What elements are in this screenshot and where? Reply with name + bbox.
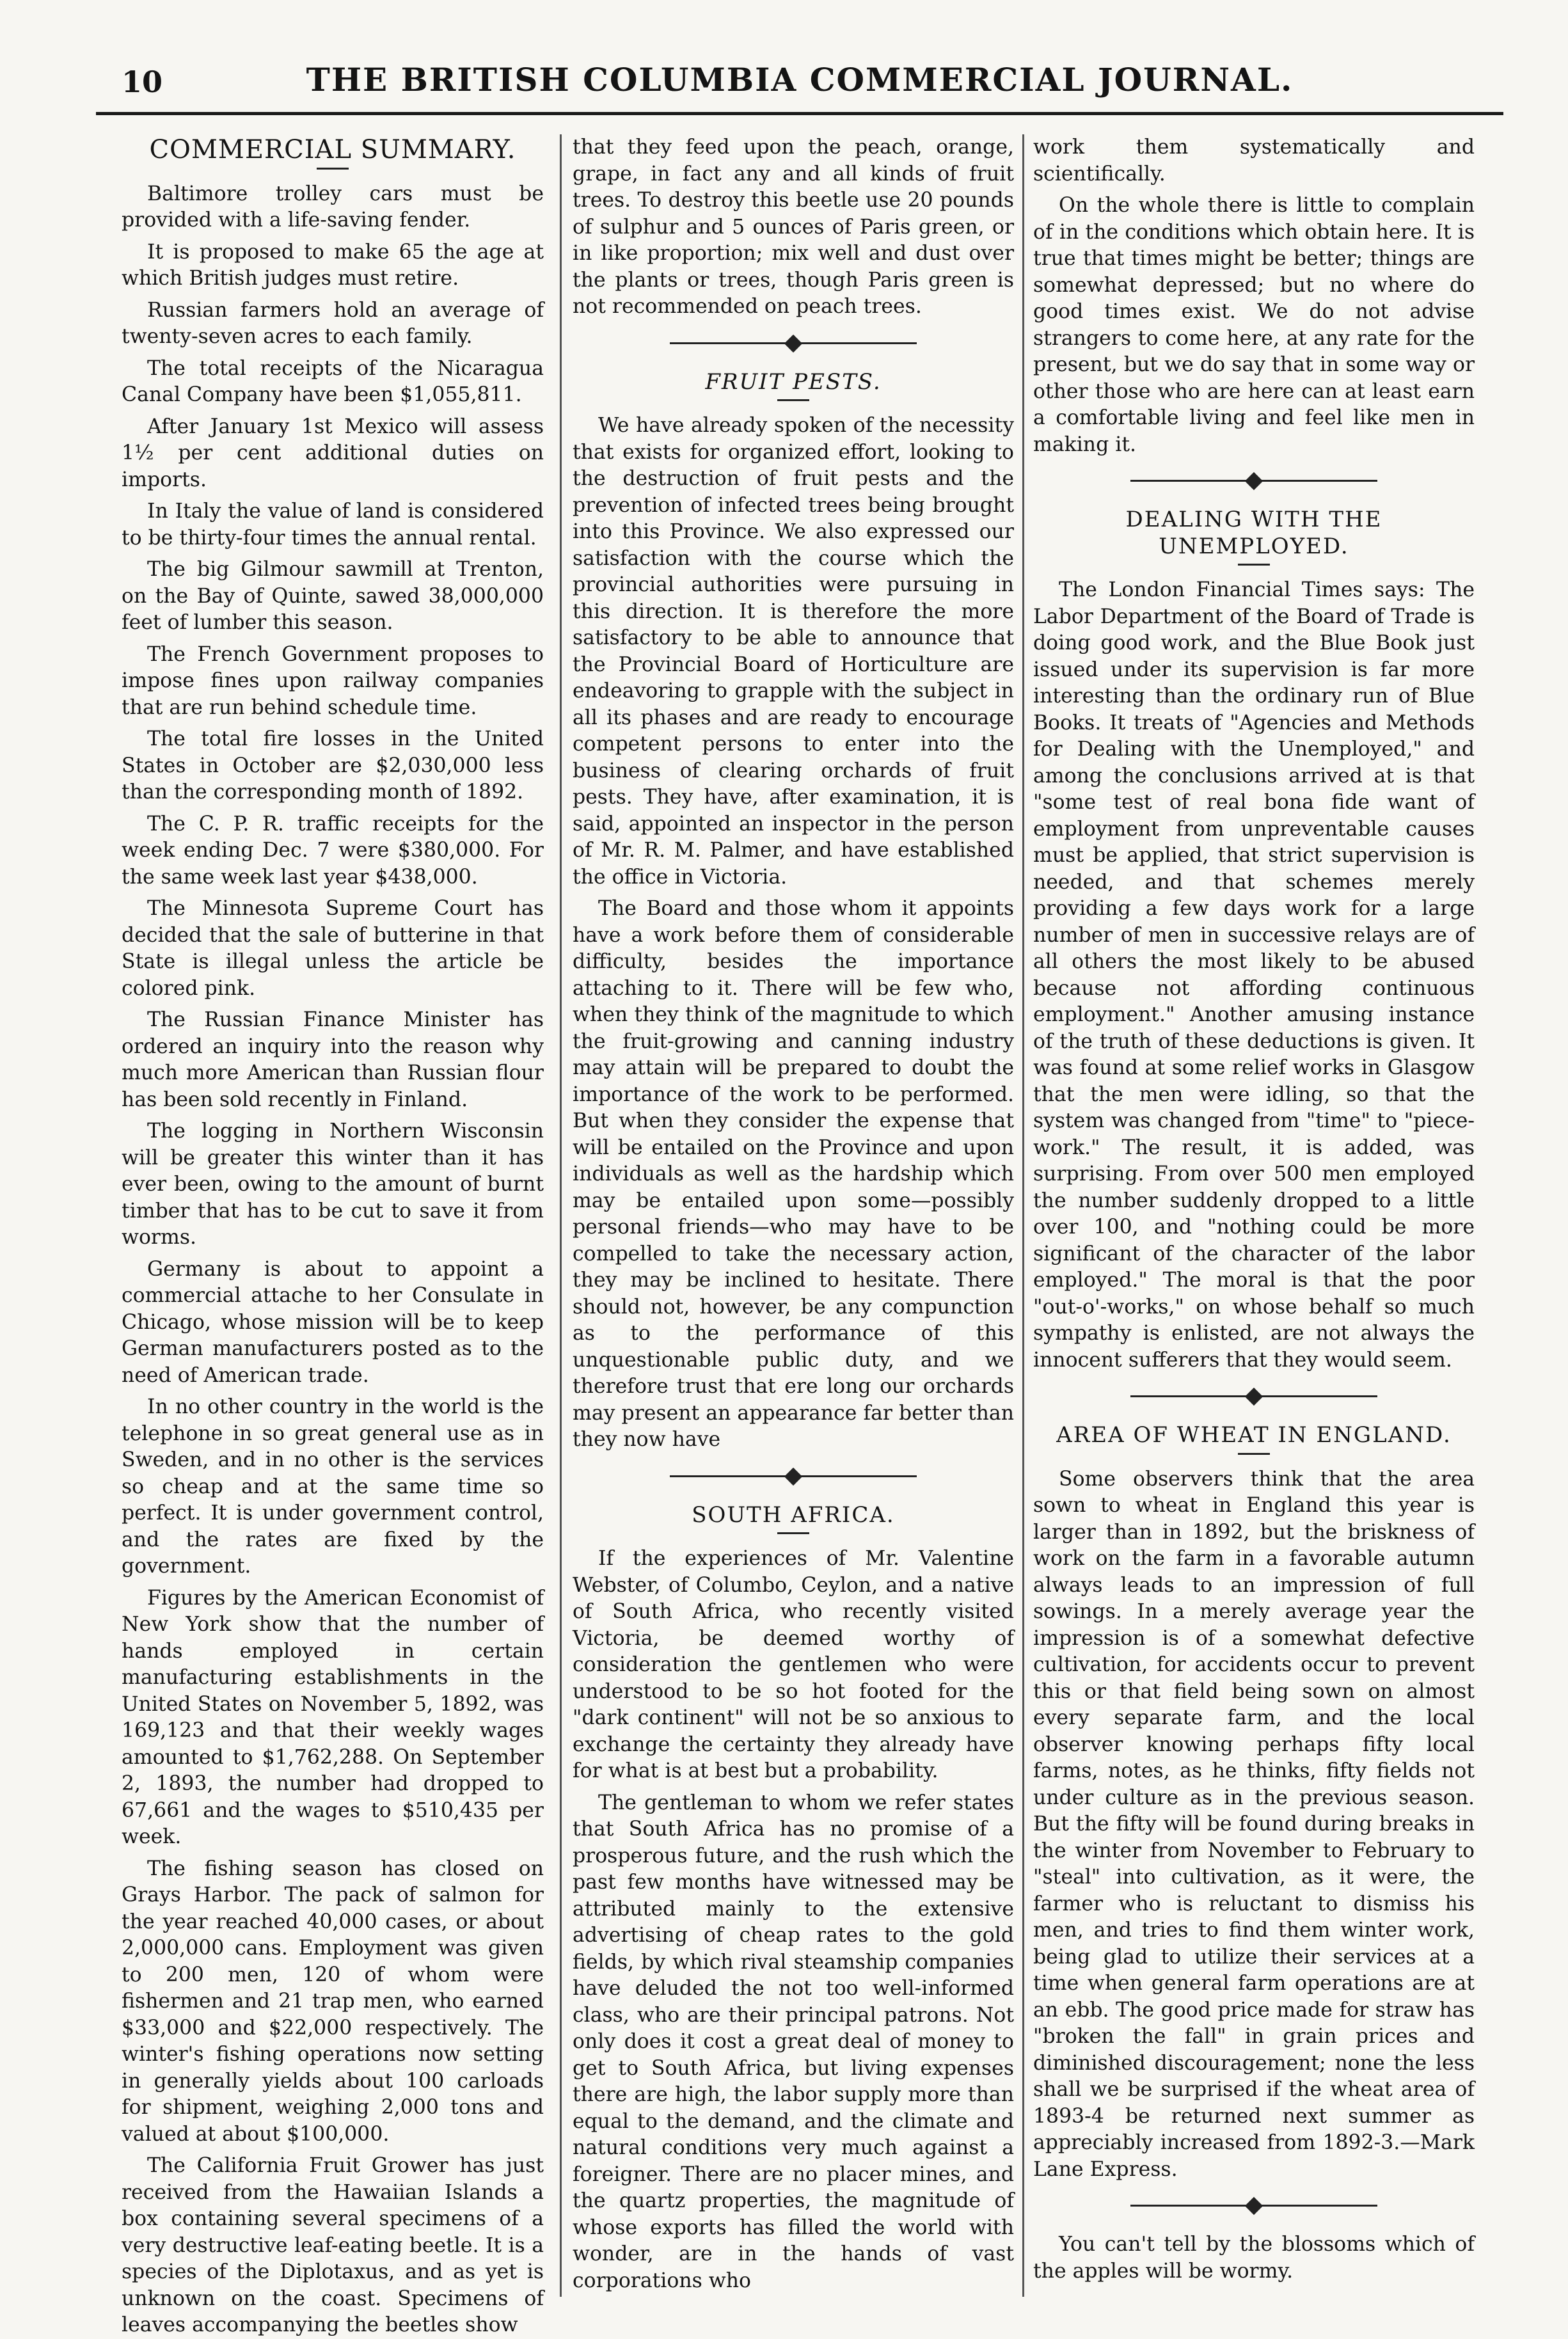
article-paragraph: Some observers think that the area sown to wheat in England this year is larger than in 1892, but the briskness of work on the farm in a favorable autumn always leads to an impression of full sowings. In a merely average year the impression is of a somewhat defective cultivation, for accidents occur to prevent this or that field being sown on almost every separate farm, and the local observer knowing perhaps fifty local farms, notes, as he thinks, fifty fields not under culture as in the previous season. But the fifty will be found during breaks in the winter from November to February to "steal" into cultivation, as it were, the farmer who is reluctant to dismiss his men, and tries to find them winter work, being glad to utilize their services at a time when general farm operations are at an ebb. The good price made for straw has "broken the fall" in grain prices and diminished discouragement; none the less shall we be surprised if the wheat area of 1893-4 be returned next summer as appreciably increased from 1892-3.—Mark Lane Express.	[1033, 1467, 1475, 2181]
column-rule-right	[1022, 134, 1024, 2297]
summary-item: Figures by the American Economist of New York show that the number of hands employed in certain manufacturing establishments in the United States on November 5, 1892, was 169,123 and that their weekly wages amounted to $1,762,288. On September 2, 1893, the number had dropped to 67,661 and the wages to $510,435 per week.	[122, 1586, 544, 1848]
page-number: 10	[122, 65, 163, 99]
heading-dash	[317, 168, 349, 170]
summary-item: The big Gilmour sawmill at Trenton, on the Bay of Quinte, sawed 38,000,000 feet of lumber this season.	[122, 558, 544, 634]
summary-item: The Minnesota Supreme Court has decided that the sale of butterine in that State is illegal unless the article be colored pink.	[122, 897, 544, 1000]
summary-item: After January 1st Mexico will assess 1½ per cent additional duties on imports.	[122, 415, 544, 491]
continuation-paragraph: On the whole there is little to complain of in the conditions which obtain here. It is true that times might be better; things are somewhat depressed; but no where do good times exist. We do not advise strangers to come here, at any rate for the present, but we do say that in some way or other those who are here can at least earn a comfortable living and feel like men in making it.	[1033, 194, 1475, 456]
summary-item: Baltimore trolley cars must be provided with a life-saving fender.	[122, 182, 544, 232]
summary-item: The French Government proposes to impose fines upon railway companies that are run behind schedule time.	[122, 642, 544, 719]
page-header	[96, 61, 1503, 115]
summary-item: The total receipts of the Nicaragua Canal Company have been $1,055,811.	[122, 356, 544, 406]
article-paragraph: If the experiences of Mr. Valentine Webster, of Columbo, Ceylon, and a native of South Africa, who recently visited Victoria, be deemed worthy of consideration the gentlemen who were understood to be so hot footed for the "dark continent" will not be so anxious to exchange the certainty they already have for what is at best but a probability.	[573, 1547, 1014, 1782]
commercial-summary-heading: COMMERCIAL SUMMARY.	[149, 135, 516, 164]
section-separator	[1033, 1383, 1475, 1411]
summary-item: The Russian Finance Minister has ordered an inquiry into the reason why much more American than Russian flour has been sold recently in Finland.	[122, 1008, 544, 1111]
wheat-heading: AREA OF WHEAT IN ENGLAND.	[1056, 1422, 1452, 1448]
section-separator	[573, 1463, 1014, 1491]
summary-item: The total fire losses in the United States in October are $2,030,000 less than the corresponding month of 1892.	[122, 727, 544, 804]
article-paragraph: The gentleman to whom we refer states that South Africa has no promise of a prosperous future, and the rush which the past few months have witnessed may be attributed mainly to the extensive advertising of cheap rates to the gold fields, by which rival steamship companies have deluded the not too well-informed class, who are their principal patrons. Not only does it cost a great deal of money to get to South Africa, but living expenses there are high, the labor supply more than equal to the demand, and the climate and natural conditions very much against a foreigner. There are no placer mines, and the quartz properties, the magnitude of whose exports has filled the world with wonder, are in the hands of vast corporations who	[573, 1791, 1014, 2292]
section-separator	[573, 329, 1014, 358]
article-paragraph: The Board and those whom it appoints have a work before them of considerable difficulty, besides the importance attaching to it. There will be few who, when they think of the magnitude to which the fruit-growing and canning industry may attain will be prepared to doubt the importance of the work to be performed. But when they consider the expense that will be entailed on the Province and upon individuals as well as the hardship which may be entailed upon some—possibly personal friends—who may have to be compelled to take the necessary action, they may be inclined to hesitate. There should not, however, be any compunction as to the performance of this unquestionable public duty, and we therefore trust that ere long our orchards may present an appearance far better than they now have	[573, 897, 1014, 1451]
heading-dash	[1238, 564, 1270, 566]
heading-dash	[1238, 1453, 1270, 1455]
summary-item: The logging in Northern Wisconsin will be greater this winter than it has ever been, owing to the amount of burnt timber that has to be cut to save it from worms.	[122, 1120, 544, 1249]
fruit-pests-heading: FRUIT PESTS.	[705, 369, 882, 395]
south-africa-heading: SOUTH AFRICA.	[692, 1502, 895, 1528]
section-separator	[1033, 467, 1475, 495]
section-separator	[1033, 2192, 1475, 2220]
article-paragraph: We have already spoken of the necessity that exists for organized effort, looking to the destruction of fruit pests and the prevention of infected trees being brought into this Province. We also expressed our satisfaction with the course which the provincial authorities were pursuing in this direction. It is therefore the more satisfactory to be able to announce that the Provincial Board of Horticulture are endeavoring to grapple with the subject in all its phases and are ready to encourage competent persons to enter into the business of clearing orchards of fruit pests. They have, after examination, it is said, appointed an inspector in the person of Mr. R. M. Palmer, and have established the office in Victoria.	[573, 414, 1014, 889]
column-middle	[573, 134, 1014, 2303]
summary-item: It is proposed to make 65 the age at which British judges must retire.	[122, 240, 544, 290]
summary-item: In no other country in the world is the telephone in so great general use as in Sweden, and in no other is the services so cheap and at the same time so perfect. It is under government control, and the rates are fixed by the government.	[122, 1395, 544, 1578]
summary-item: The fishing season has closed on Grays Harbor. The pack of salmon for the year reached 40,000 cases, or about 2,000,000 cans. Employment was given to 200 men, 120 of whom were fishermen and 21 trap men, who earned $33,000 and $22,000 respectively. The winter's fishing operations now setting in generally yields about 100 carloads for shipment, weighing 2,000 tons and valued at about $100,000.	[122, 1857, 544, 2146]
unemployed-heading: DEALING WITH THE UNEMPLOYED.	[1125, 507, 1382, 559]
summary-item: The C. P. R. traffic receipts for the week ending Dec. 7 were $380,000. For the same week last year $438,000.	[122, 812, 544, 889]
article-paragraph: The London Financial Times says: The Labor Department of the Board of Trade is doing good work, and the Blue Book just issued under its supervision is far more interesting than the ordinary run of Blue Books. It treats of "Agencies and Methods for Dealing with the Unemployed," and among the conclusions arrived at is that "some test of real bona fide want of employment from unpreventable causes must be applied, that strict supervision is needed, and that schemes merely providing a few days work for a large number of men in successive relays are of all others the most likely to be abused because not affording continuous employment." Another amusing instance of the truth of these deductions is given. It was found at some relief works in Glasgow that the men were idling, so that the system was changed from "time" to "piece-work." The result, it is added, was surprising. From over 500 men employed the number suddenly dropped to a little over 100, and "nothing could be more significant of the character of the labor employed." The moral is that the poor "out-o'-works," on whose behalf so much sympathy is enlisted, are not always the innocent sufferers that they would seem.	[1033, 578, 1475, 1372]
column-rule-left	[560, 134, 562, 2297]
continuation-paragraph: that they feed upon the peach, orange, grape, in fact any and all kinds of fruit trees. To destroy this beetle use 20 pounds of sulphur and 5 ounces of Paris green, or in like proportion; mix well and dust over the plants or trees, though Paris green is not recommended on peach trees.	[573, 136, 1014, 318]
heading-dash	[777, 399, 809, 401]
closing-remark: You can't tell by the blossoms which of the apples will be wormy.	[1033, 2233, 1475, 2283]
summary-item: Russian farmers hold an average of twenty-seven acres to each family.	[122, 298, 544, 348]
journal-title: THE BRITISH COLUMBIA COMMERCIAL JOURNAL.	[306, 61, 1294, 99]
column-right	[1033, 134, 1475, 2303]
continuation-paragraph: work them systematically and scientifically.	[1033, 136, 1475, 186]
summary-item: In Italy the value of land is considered to be thirty-four times the annual rental.	[122, 500, 544, 550]
summary-item: The California Fruit Grower has just received from the Hawaiian Islands a box containing several specimens of a very destructive leaf-eating beetle. It is a species of the Diplotaxus, and as yet is unknown on the coast. Specimens of leaves accompanying the beetles show	[122, 2154, 544, 2336]
column-commercial-summary	[122, 134, 544, 2336]
heading-dash	[777, 1532, 809, 1534]
summary-item: Germany is about to appoint a commercial attache to her Consulate in Chicago, whose mission will be to keep German manufacturers posted as to the need of American trade.	[122, 1257, 544, 1387]
